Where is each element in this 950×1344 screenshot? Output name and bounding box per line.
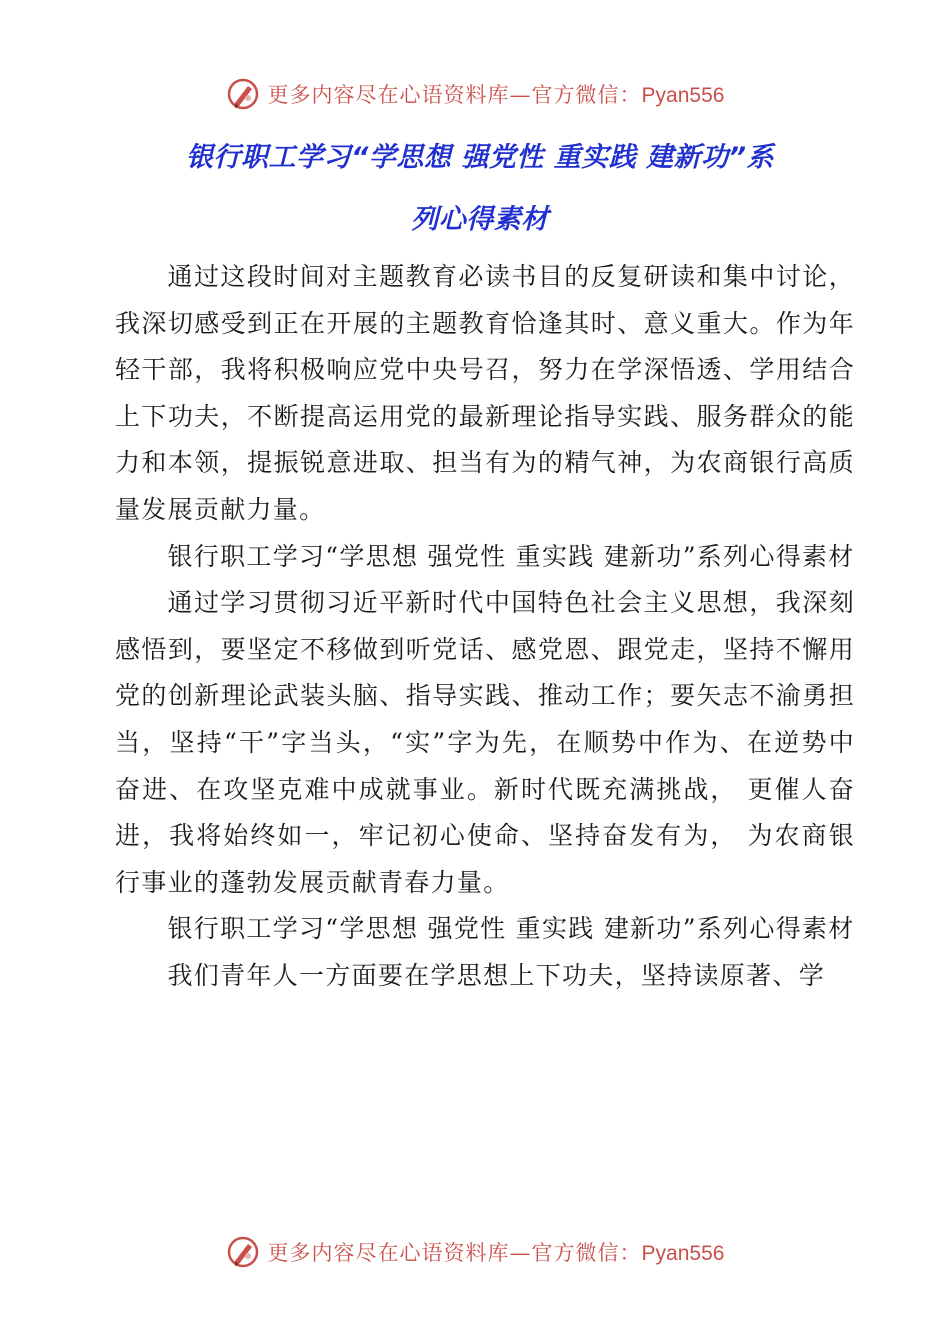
body-paragraph-3: 通过学习贯彻习近平新时代中国特色社会主义思想，我深刻感悟到，要坚定不移做到听党话、感党恩、跟党走，坚持不懈用党的创新理论武装头脑、指导实践、推动工作；要矢志不渝勇担当，坚持“干”字当头，“实”字为先，在顺势中作为、在逆势中奋进、在攻坚克难中成就事业。新时代既充满挑战， 更催人奋进，我将始终如一，牢记初心使命、坚持奋发有为， 为农商银行事业的蓬勃发展贡献青春力量。 bbox=[115, 588, 855, 897]
body-paragraph-5: 我们青年人一方面要在学思想上下功夫，坚持读原著、学 bbox=[167, 960, 826, 990]
footer-banner-main: 更多内容尽在心语资料库 bbox=[267, 1241, 510, 1265]
document-body bbox=[115, 254, 855, 1000]
footer-banner-text bbox=[268, 1237, 725, 1267]
document-title-line-1: 银行职工学习“学思想 强党性 重实践 建新功”系 bbox=[186, 142, 774, 173]
body-paragraph-2: 银行职工学习“学思想 强党性 重实践 建新功”系列心得素材 bbox=[167, 541, 855, 571]
pen-nib-logo-icon bbox=[226, 77, 260, 111]
header-banner-text bbox=[268, 79, 725, 109]
header-banner-wechat-id: Pyan556 bbox=[641, 84, 725, 107]
body-paragraph-4: 银行职工学习“学思想 强党性 重实践 建新功”系列心得素材 bbox=[167, 914, 855, 944]
header-banner-main: 更多内容尽在心语资料库 bbox=[267, 83, 510, 107]
body-paragraph-1: 通过这段时间对主题教育必读书目的反复研读和集中讨论，我深切感受到正在开展的主题教育恰逢其时、意义重大。作为年轻干部，我将积极响应党中央号召，努力在学深悟透、学用结合上下功夫，不断提高运用党的最新理论指导实践、服务群众的能力和本领，提振锐意进取、担当有为的精气神，为农商银行高质量发展贡献力量。 bbox=[115, 262, 855, 524]
header-banner-wechat-label: 官方微信： bbox=[531, 83, 642, 107]
footer-banner-wechat-id: Pyan556 bbox=[641, 1242, 725, 1265]
footer-banner-wechat-label: 官方微信： bbox=[531, 1241, 642, 1265]
header-banner bbox=[0, 74, 950, 114]
header-banner-separator: — bbox=[509, 83, 532, 107]
pen-nib-logo-icon bbox=[226, 1235, 260, 1269]
footer-banner-separator: — bbox=[509, 1241, 532, 1265]
document-title-line-2: 列心得素材 bbox=[411, 204, 549, 235]
footer-banner bbox=[0, 1232, 950, 1272]
